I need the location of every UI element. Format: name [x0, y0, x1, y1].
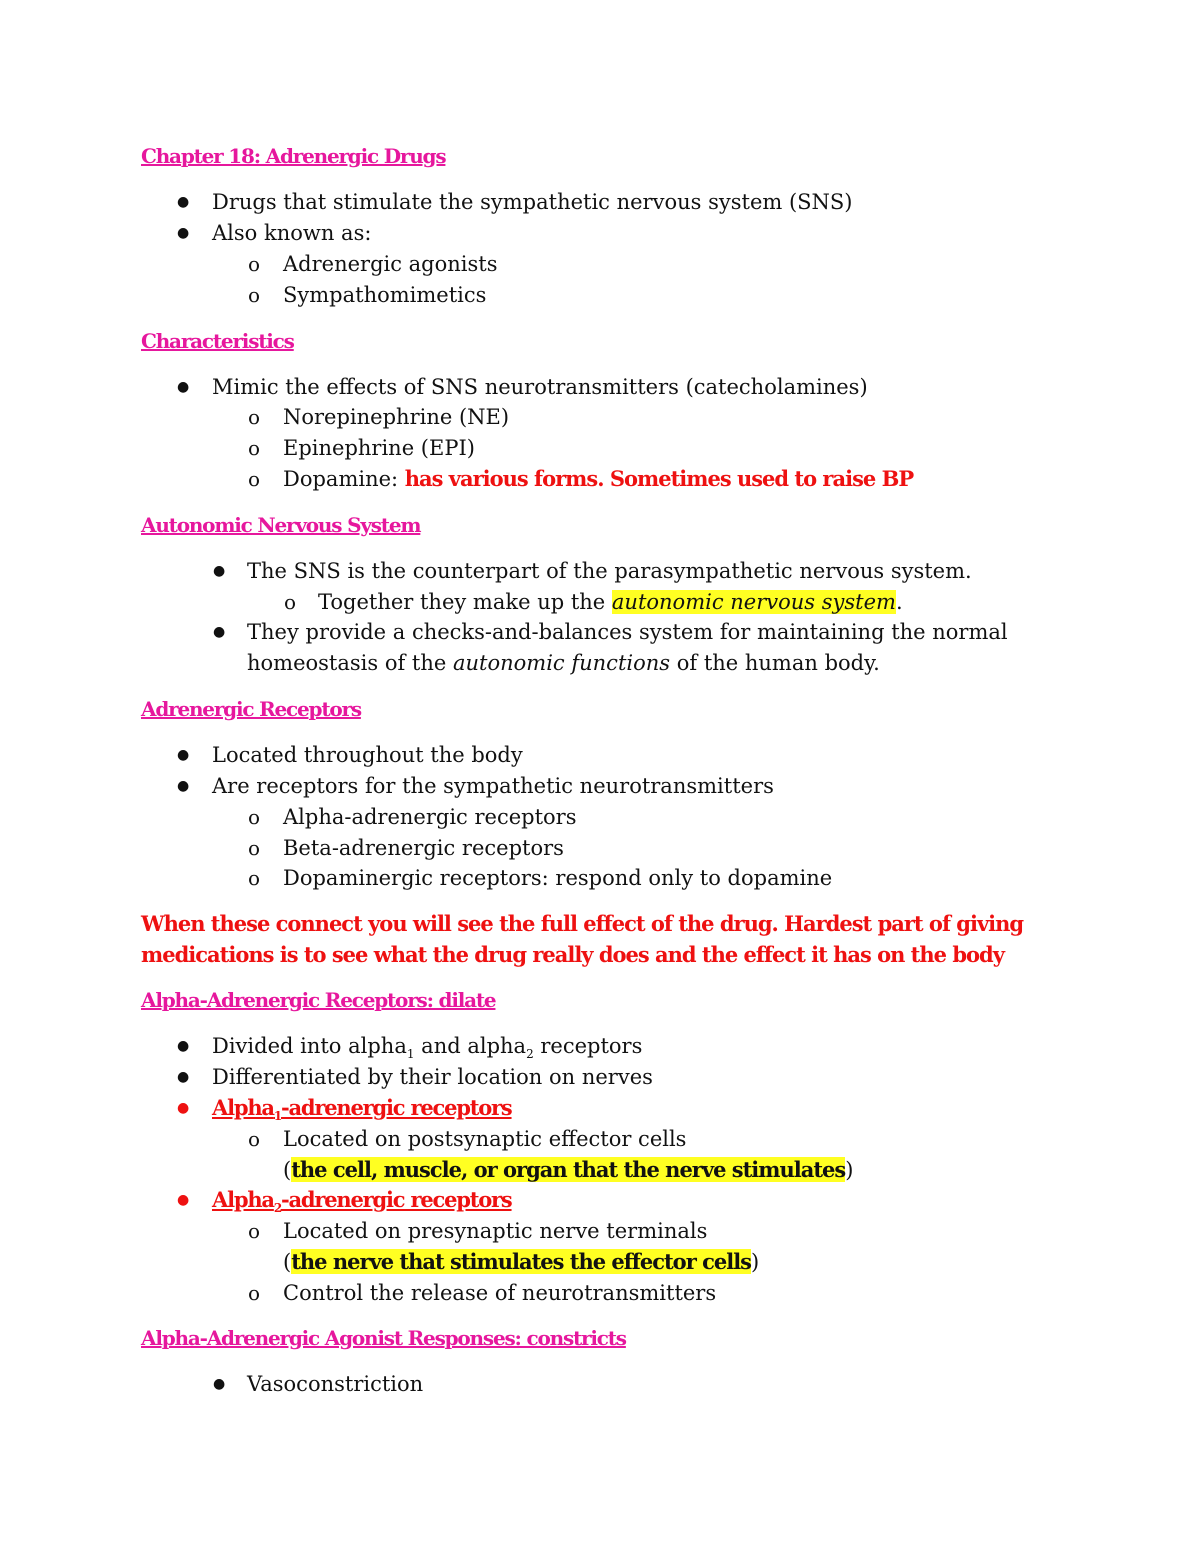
text: and alpha: [414, 1034, 527, 1058]
highlight-text: the cell, muscle, or organ that the nerve stimulates: [291, 1157, 846, 1182]
text: homeostasis of the: [247, 651, 453, 675]
sub-list-item: Dopaminergic receptors: respond only to dopamine: [283, 866, 833, 890]
sub-bullet-icon: o: [248, 405, 261, 429]
sub-list-item-continuation: [283, 1248, 759, 1276]
text: receptors: [533, 1034, 643, 1058]
sub-bullet-icon: o: [248, 252, 261, 276]
sub-list-item: Alpha-adrenergic receptors: [283, 805, 577, 829]
sub-bullet-icon: o: [248, 436, 261, 460]
bullet-icon: ●: [177, 1038, 190, 1054]
list-item-continuation: [247, 649, 880, 677]
sub-list-item-continuation: [283, 1156, 853, 1184]
text: (: [283, 1158, 292, 1182]
text: of the human body.: [670, 651, 880, 675]
bullet-icon: ●: [213, 1376, 226, 1392]
text: .: [895, 590, 903, 614]
text: Alpha: [212, 1095, 274, 1120]
sub-list-item: [318, 588, 903, 616]
bullet-icon: ●: [177, 778, 190, 794]
text: Alpha: [212, 1187, 274, 1212]
section-title-ans: Autonomic Nervous System: [141, 513, 421, 537]
text: -adrenergic receptors: [281, 1095, 512, 1120]
sub-list-item: Adrenergic agonists: [283, 252, 498, 276]
section-title-receptors: Adrenergic Receptors: [141, 697, 361, 721]
text: ): [751, 1250, 760, 1274]
bullet-icon: ●: [177, 1192, 190, 1208]
list-item: Are receptors for the sympathetic neurotransmitters: [212, 774, 774, 798]
text: Divided into alpha: [212, 1034, 407, 1058]
sub-bullet-icon: o: [248, 805, 261, 829]
list-item: The SNS is the counterpart of the parasympathetic nervous system.: [247, 559, 972, 583]
sub-bullet-icon: o: [248, 467, 261, 491]
text: ): [845, 1158, 854, 1182]
dopamine-label: Dopamine:: [283, 467, 405, 491]
subscript: 2: [273, 1201, 281, 1216]
italic-text: autonomic functions: [453, 651, 671, 675]
sub-list-item: Control the release of neurotransmitters: [283, 1281, 717, 1305]
list-item: Differentiated by their location on nerves: [212, 1065, 653, 1089]
bullet-icon: ●: [177, 194, 190, 210]
sub-list-item: Norepinephrine (NE): [283, 405, 510, 429]
text: (: [283, 1250, 292, 1274]
sub-list-item: [283, 465, 913, 493]
sub-bullet-icon: o: [248, 1281, 261, 1305]
sub-bullet-icon: o: [248, 866, 261, 890]
text: -adrenergic receptors: [281, 1187, 512, 1212]
sub-bullet-icon: o: [284, 590, 297, 614]
sub-list-item: Beta-adrenergic receptors: [283, 836, 564, 860]
bullet-icon: ●: [177, 1069, 190, 1085]
sub-list-item: Located on postsynaptic effector cells: [283, 1127, 687, 1151]
sub-bullet-icon: o: [248, 1127, 261, 1151]
sub-bullet-icon: o: [248, 283, 261, 307]
bullet-icon: ●: [177, 1100, 190, 1116]
bullet-icon: ●: [177, 747, 190, 763]
bullet-icon: ●: [177, 225, 190, 241]
sub-list-item: Located on presynaptic nerve terminals: [283, 1219, 708, 1243]
bullet-icon: ●: [213, 563, 226, 579]
list-item: Also known as:: [212, 221, 372, 245]
list-item: Drugs that stimulate the sympathetic nervous system (SNS): [212, 190, 853, 214]
section-title-characteristics: Characteristics: [141, 329, 294, 353]
subscript: 1: [273, 1109, 281, 1124]
note-line: When these connect you will see the full effect of the drug. Hardest part of giving: [141, 911, 1024, 936]
highlight-text: the nerve that stimulates the effector cells: [291, 1249, 751, 1274]
sub-bullet-icon: o: [248, 836, 261, 860]
sub-list-item: Sympathomimetics: [283, 283, 487, 307]
section-title-alpha: Alpha-Adrenergic Receptors: dilate: [141, 988, 496, 1012]
sub-bullet-icon: o: [248, 1219, 261, 1243]
list-item: Located throughout the body: [212, 743, 523, 767]
subscript: 1: [406, 1047, 415, 1062]
sub-list-item: Epinephrine (EPI): [283, 436, 475, 460]
text: Together they make up the: [318, 590, 612, 614]
chapter-title: Chapter 18: Adrenergic Drugs: [141, 144, 446, 168]
section-title-agonist: Alpha-Adrenergic Agonist Responses: constricts: [141, 1326, 626, 1350]
note-line: medications is to see what the drug really does and the effect it has on the body: [141, 942, 1004, 967]
bullet-icon: ●: [213, 624, 226, 640]
bullet-icon: ●: [177, 379, 190, 395]
list-item: Vasoconstriction: [247, 1372, 424, 1396]
subscript: 2: [526, 1047, 534, 1062]
list-item: Mimic the effects of SNS neurotransmitters (catecholamines): [212, 375, 868, 399]
dopamine-note: has various forms. Sometimes used to raise BP: [404, 466, 914, 491]
list-item: They provide a checks-and-balances system for maintaining the normal: [247, 620, 1008, 644]
highlight-text: autonomic nervous system: [611, 590, 896, 614]
